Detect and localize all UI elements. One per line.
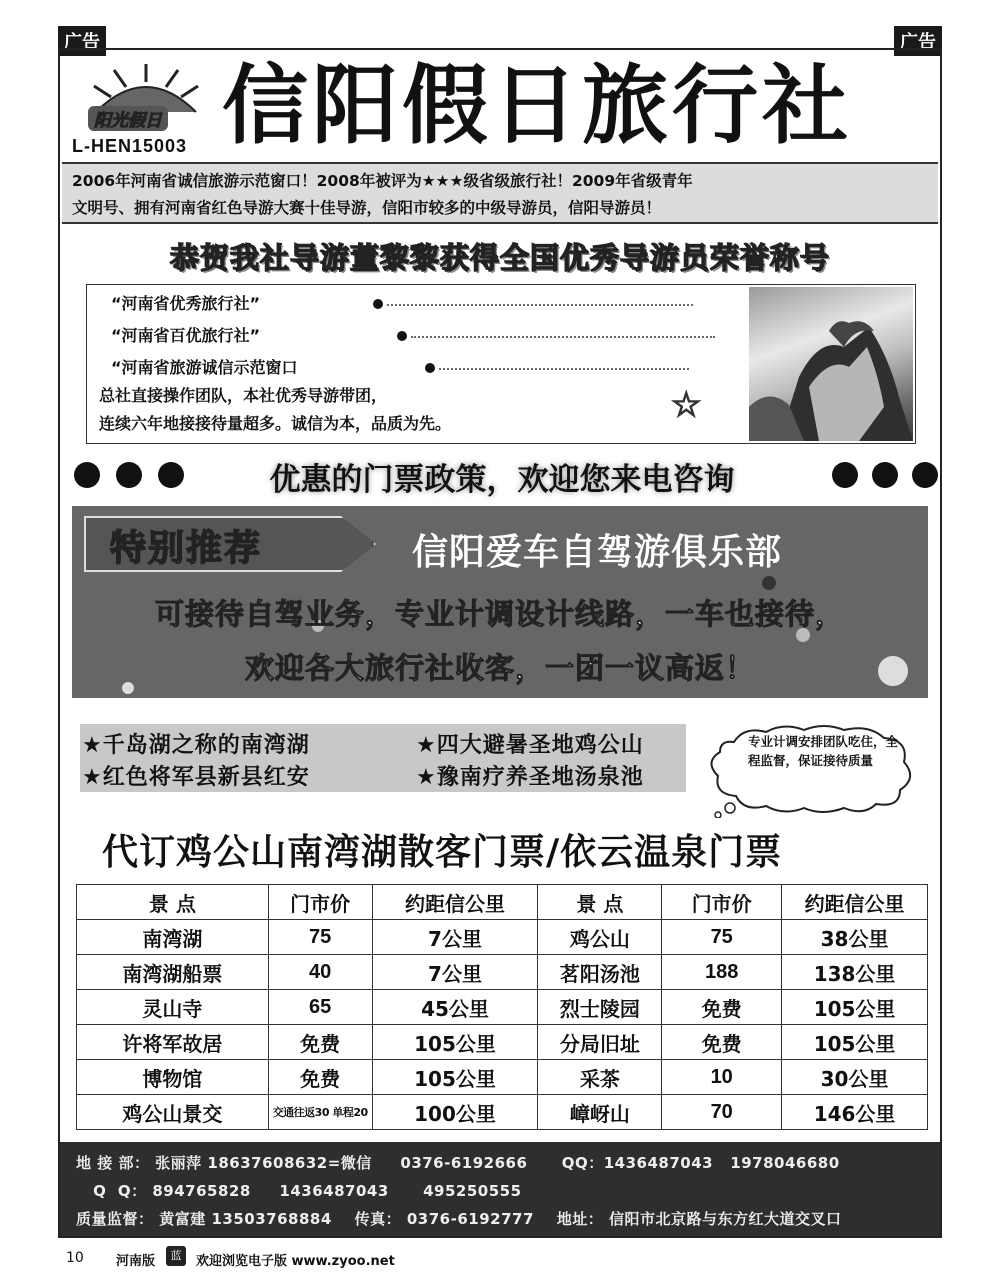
bullet-dot-icon xyxy=(158,462,184,488)
recommend-tag: 特别推荐 xyxy=(110,528,263,569)
spot-distance: 146公里 xyxy=(782,1095,928,1130)
dotted-leader xyxy=(387,304,693,306)
table-row xyxy=(77,955,928,990)
club-name: 信阳爱车自驾游俱乐部 xyxy=(412,532,783,573)
mountain-photo xyxy=(749,287,913,441)
bullet-dot-icon xyxy=(373,299,383,309)
table-row xyxy=(77,1095,928,1130)
spot-name: 嶂岈山 xyxy=(538,1095,662,1130)
attraction-item: ★豫南疗养圣地汤泉池 xyxy=(416,765,644,790)
price-table xyxy=(76,884,928,1130)
spot-distance: 138公里 xyxy=(782,955,928,990)
bullet-dot-icon xyxy=(832,462,858,488)
dotted-leader xyxy=(439,368,689,370)
spot-price: 免费 xyxy=(268,1025,372,1060)
club-description: 可接待自驾业务，专业计调设计线路，一车也接待， xyxy=(154,597,845,631)
column-header: 景 点 xyxy=(538,885,662,920)
spot-name: 采茶 xyxy=(538,1060,662,1095)
license-number: L-HEN15003 xyxy=(72,136,188,156)
intro-line: 文明号、拥有河南省红色导游大赛十佳导游，信阳市较多的中级导游员，信阳导游员！ xyxy=(72,199,662,217)
spot-price: 10 xyxy=(662,1060,782,1095)
spot-distance: 105公里 xyxy=(372,1025,538,1060)
spot-price: 75 xyxy=(662,920,782,955)
spot-distance: 30公里 xyxy=(782,1060,928,1095)
contact-bar xyxy=(60,1142,940,1236)
ad-label-left: 广告 xyxy=(58,26,106,56)
bullet-dot-icon xyxy=(425,363,435,373)
spot-name: 南湾湖 xyxy=(77,920,269,955)
bullet-dot-icon xyxy=(116,462,142,488)
congrats-heading: 恭贺我社导游董黎黎获得全国优秀导游员荣誉称号 xyxy=(169,241,830,275)
ad-label-right: 广告 xyxy=(894,26,942,56)
spot-name: 鸡公山 xyxy=(538,920,662,955)
summary-line: 连续六年地接接待量超多。诚信为本，品质为先。 xyxy=(99,414,452,433)
column-header: 门市价 xyxy=(662,885,782,920)
bubble-decoration xyxy=(762,576,776,590)
spot-name: 烈士陵园 xyxy=(538,990,662,1025)
contact-line: 地 接 部： 张丽萍 18637608632=微信 0376-6192666 QQ：1436487043 1978046680 xyxy=(76,1154,840,1172)
spot-distance: 7公里 xyxy=(372,955,538,990)
contact-line: Q Q： 894765828 1436487043 495250555 xyxy=(76,1182,522,1200)
spot-name: 鸡公山景交 xyxy=(77,1095,269,1130)
bullet-dot-icon xyxy=(397,331,407,341)
honor-item: “河南省百优旅行社” xyxy=(111,326,261,345)
edition-label: 河南版 xyxy=(116,1254,156,1269)
spot-distance: 105公里 xyxy=(782,1025,928,1060)
spot-distance: 105公里 xyxy=(372,1060,538,1095)
table-row xyxy=(77,920,928,955)
spot-price: 75 xyxy=(268,920,372,955)
honors-box xyxy=(86,284,916,444)
spot-price: 65 xyxy=(268,990,372,1025)
bullet-dot-icon xyxy=(912,462,938,488)
attractions-box xyxy=(80,724,686,792)
spot-distance: 105公里 xyxy=(782,990,928,1025)
column-header: 约距信公里 xyxy=(782,885,928,920)
spot-price: 40 xyxy=(268,955,372,990)
column-header: 约距信公里 xyxy=(372,885,538,920)
spot-distance: 7公里 xyxy=(372,920,538,955)
table-row xyxy=(77,1060,928,1095)
logo-text: 阳光假日 xyxy=(88,106,168,131)
brand-title: 信阳假日旅行社 xyxy=(222,56,852,156)
cloud-note: 专业计调安排团队吃住，全程监督，保证接待质量 xyxy=(748,734,899,768)
column-header: 门市价 xyxy=(268,885,372,920)
spot-price: 免费 xyxy=(662,990,782,1025)
spot-price: 交通往返30 单程20 xyxy=(268,1095,372,1130)
edition-badge: 蓝 xyxy=(166,1246,186,1266)
ticket-policy-row xyxy=(62,454,938,496)
spot-name: 灵山寺 xyxy=(77,990,269,1025)
spot-name: 茗阳汤池 xyxy=(538,955,662,990)
footer-url-text[interactable]: 欢迎浏览电子版 www.zyoo.net xyxy=(196,1254,395,1269)
honor-item: “河南省旅游诚信示范窗口 xyxy=(111,358,298,377)
honor-item: “河南省优秀旅行社” xyxy=(111,294,261,313)
bullet-dot-icon xyxy=(872,462,898,488)
summary-line: 总社直接操作团队，本社优秀导游带团， xyxy=(99,386,388,405)
column-header: 景 点 xyxy=(77,885,269,920)
spot-name: 南湾湖船票 xyxy=(77,955,269,990)
page-number: 10 xyxy=(66,1250,84,1266)
dotted-leader xyxy=(411,336,715,338)
spot-name: 博物馆 xyxy=(77,1060,269,1095)
contact-line: 质量监督： 黄富建 13503768884 传真： 0376-6192777 地址： 信阳市北京路与东方红大道交叉口 xyxy=(76,1210,842,1228)
table-row xyxy=(77,990,928,1025)
attraction-item: ★四大避暑圣地鸡公山 xyxy=(416,733,644,758)
table-row xyxy=(77,1025,928,1060)
attraction-item: ★红色将军县新县红安 xyxy=(82,765,310,790)
spot-price: 188 xyxy=(662,955,782,990)
club-banner xyxy=(72,506,928,698)
table-header-row xyxy=(77,885,928,920)
bullet-dot-icon xyxy=(74,462,100,488)
spot-price: 免费 xyxy=(268,1060,372,1095)
star-icon: ☆ xyxy=(671,385,702,425)
spot-distance: 38公里 xyxy=(782,920,928,955)
club-description: 欢迎各大旅行社收客，一团一议高返！ xyxy=(244,651,755,685)
spot-distance: 45公里 xyxy=(372,990,538,1025)
agency-title: 代订鸡公山南湾湖散客门票/依云温泉门票 xyxy=(102,832,783,873)
intro-banner xyxy=(62,162,938,224)
spot-price: 70 xyxy=(662,1095,782,1130)
intro-line: 2006年河南省诚信旅游示范窗口！2008年被评为★★★级省级旅行社！2009年省级青年 xyxy=(72,172,693,190)
spot-distance: 100公里 xyxy=(372,1095,538,1130)
spot-name: 许将军故居 xyxy=(77,1025,269,1060)
attraction-item: ★千岛湖之称的南湾湖 xyxy=(82,733,310,758)
mountain-illustration xyxy=(749,287,913,441)
ticket-policy-heading: 优惠的门票政策，欢迎您来电咨询 xyxy=(269,462,735,498)
spot-name: 分局旧址 xyxy=(538,1025,662,1060)
spot-price: 免费 xyxy=(662,1025,782,1060)
